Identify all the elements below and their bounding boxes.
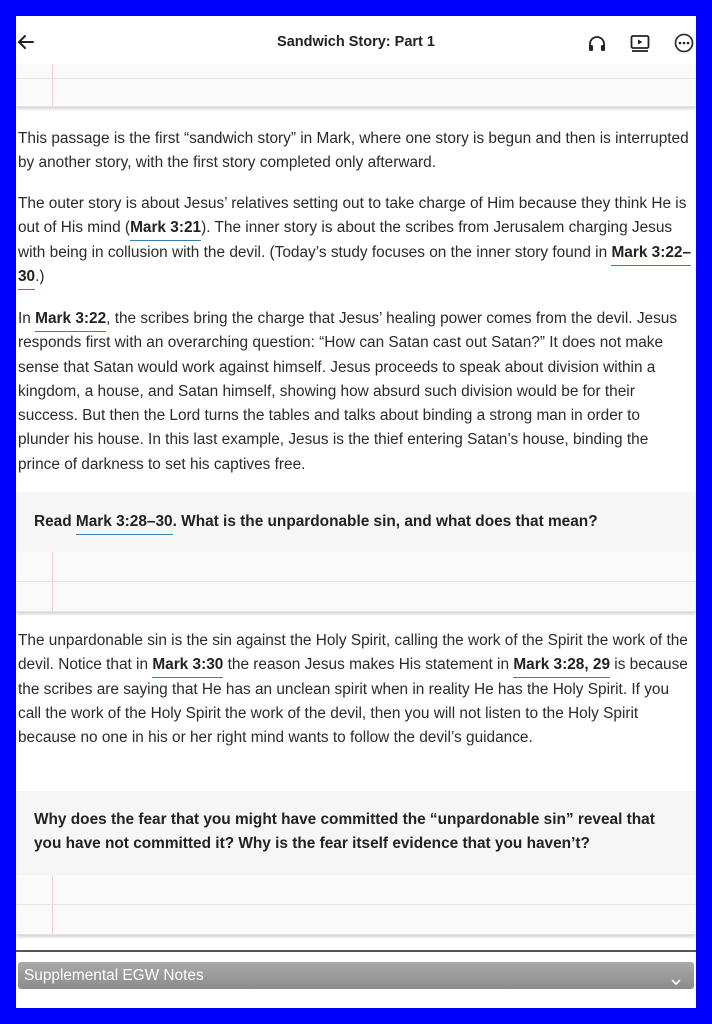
question-text: Read bbox=[34, 513, 76, 530]
question-text: . What is the unpardonable sin, and what does that mean? bbox=[172, 513, 598, 530]
body-paragraph bbox=[18, 629, 694, 750]
notes-rule bbox=[16, 78, 696, 79]
scripture-link[interactable]: Mark 3:30 bbox=[152, 656, 223, 678]
scripture-link[interactable]: Mark 3:28–30 bbox=[76, 513, 173, 535]
reading-screen bbox=[16, 16, 696, 1008]
notes-input-area[interactable] bbox=[16, 64, 696, 107]
video-play-icon[interactable] bbox=[629, 32, 651, 54]
supplemental-notes-dropdown[interactable] bbox=[18, 962, 694, 989]
study-question bbox=[16, 492, 696, 552]
notes-margin-line bbox=[52, 64, 53, 106]
top-bar bbox=[16, 16, 696, 70]
study-question bbox=[16, 791, 696, 875]
body-paragraph bbox=[18, 127, 694, 176]
page-title: Sandwich Story: Part 1 bbox=[277, 34, 435, 50]
paragraph-text: The unpardonable sin is the sin against the Holy Spirit, calling the work of the Spirit the work of the devil. Notice that in bbox=[18, 632, 688, 674]
notes-rule bbox=[16, 904, 696, 905]
scripture-link[interactable]: Mark 3:22 bbox=[35, 310, 106, 332]
headphones-icon[interactable] bbox=[586, 32, 608, 54]
paragraph-text: This passage is the first “sandwich story” in Mark, where one story is begun and then is interrupted by another story, with the first story completed only afterward. bbox=[18, 130, 689, 172]
paragraph-text: The outer story is about Jesus’ relatives setting out to take charge of Him because they think He is out of His mind ( bbox=[18, 195, 687, 237]
paragraph-text: , the scribes bring the charge that Jesus’ healing power comes from the devil. Jesus responds first with an overarching question: “How can Satan cast out Satan?” It does not make sense that Satan would work against himself. Jesus proceeds to speak about division within a kingdom, a house, and Satan himself, showing how absurd such division would be for their success. But then the Lord turns the tables and talks about binding a strong man in order to plunder his house. In this last example, Jesus is the thief entering Satan’s house, binding the prince of darkness to set his captives free. bbox=[18, 310, 678, 473]
paragraph-text: the reason Jesus makes His statement in bbox=[223, 656, 514, 674]
answer-input-area[interactable] bbox=[16, 875, 696, 935]
question-text: Why does the fear that you might have committed the “unpardonable sin” reveal that you have not committed it? Why is the fear itself evidence that you haven’t? bbox=[34, 811, 655, 853]
paragraph-text: is because the scribes are saying that He has an unclean spirit when in reality He has the Holy Spirit. If you call the work of the Holy Spirit the work of the devil, then you will not listen to the Holy Spirit because no one in his or her right mind wants to follow the devil’s guidance. bbox=[18, 656, 688, 747]
chevron-down-icon bbox=[670, 970, 682, 982]
body-paragraph bbox=[18, 192, 694, 289]
more-options-icon[interactable] bbox=[673, 32, 695, 54]
answer-input-area[interactable] bbox=[16, 552, 696, 612]
supplemental-label: Supplemental EGW Notes bbox=[24, 967, 204, 984]
scripture-link[interactable]: Mark 3:22–30 bbox=[18, 244, 691, 290]
paragraph-text: In bbox=[18, 310, 36, 327]
paragraph-text: ). The inner story is about the scribes from Jerusalem charging Jesus with being in collusion with the devil. (Today’s study focuses on the inner story found in bbox=[18, 219, 673, 261]
section-divider bbox=[16, 950, 696, 952]
body-paragraph bbox=[18, 307, 694, 477]
scripture-link[interactable]: Mark 3:28, 29 bbox=[513, 656, 610, 678]
scripture-link[interactable]: Mark 3:21 bbox=[130, 219, 201, 241]
notes-rule bbox=[16, 581, 696, 582]
paragraph-text: .) bbox=[35, 267, 45, 285]
